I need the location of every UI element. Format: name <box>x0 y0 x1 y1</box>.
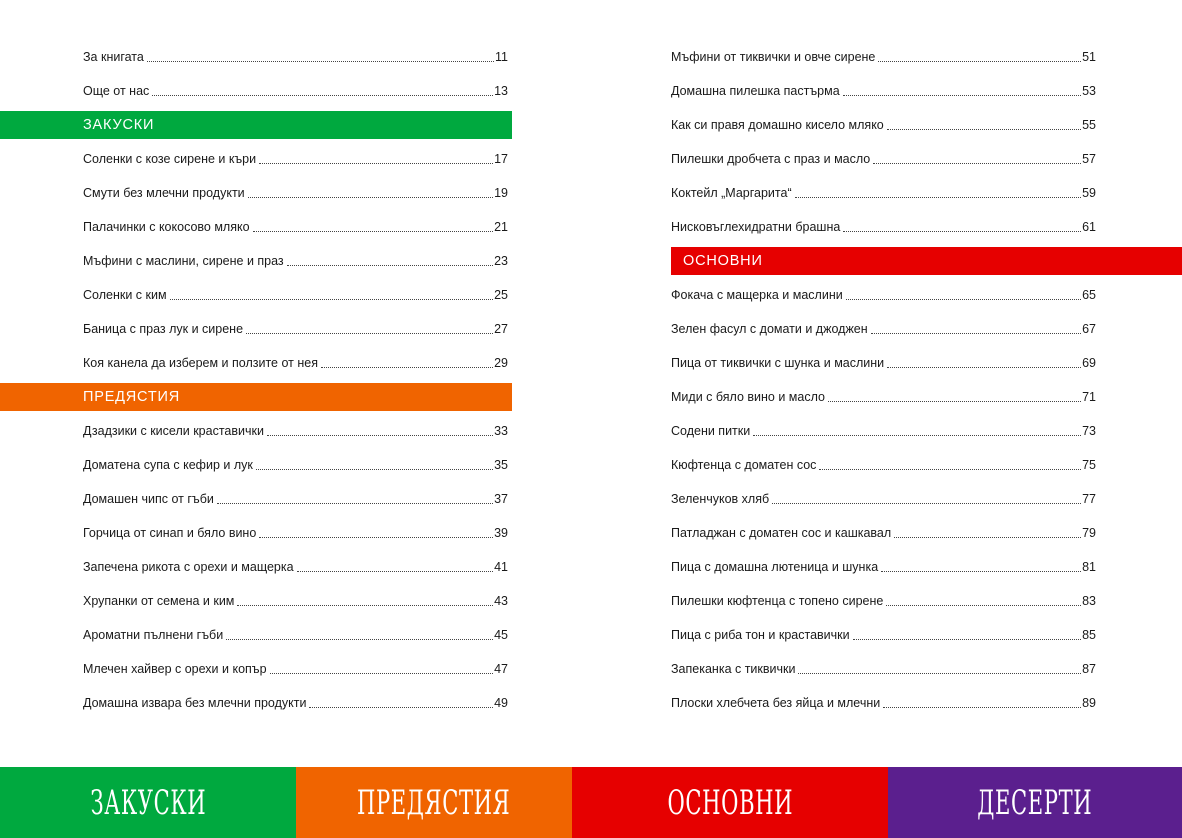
toc-entry-page-number: 87 <box>1082 662 1096 676</box>
dot-leader <box>871 332 1081 334</box>
dot-leader <box>881 570 1081 572</box>
toc-entry[interactable] <box>671 482 1096 516</box>
toc-entry-page-number: 59 <box>1082 186 1096 200</box>
dot-leader <box>843 94 1081 96</box>
toc-entry-page-number: 75 <box>1082 458 1096 472</box>
toc-entry-title: Запеканка с тиквички <box>671 662 796 676</box>
toc-entry-page-number: 27 <box>494 322 508 336</box>
dot-leader <box>217 502 493 504</box>
toc-entry[interactable] <box>83 448 508 482</box>
toc-entry-title: Плоски хлебчета без яйца и млечни <box>671 696 881 710</box>
toc-entry-title: Пица с риба тон и краставички <box>671 628 850 642</box>
toc-entry-title: Баница с праз лук и сирене <box>83 322 244 336</box>
footer-tab-predyastiya[interactable] <box>296 767 572 838</box>
toc-entry-page-number: 55 <box>1082 118 1096 132</box>
toc-entry[interactable] <box>671 40 1096 74</box>
toc-entry-title: Пилешки кюфтенца с топено сирене <box>671 594 884 608</box>
toc-entry[interactable] <box>83 176 508 210</box>
dot-leader <box>828 400 1081 402</box>
toc-entry-title: Мъфини от тиквички и овче сирене <box>671 50 876 64</box>
toc-entry-title: Зеленчуков хляб <box>671 492 770 506</box>
toc-entry-page-number: 43 <box>494 594 508 608</box>
toc-entry-title: Соленки с ким <box>83 288 167 302</box>
toc-entry[interactable] <box>671 448 1096 482</box>
toc-entry[interactable] <box>83 142 508 176</box>
footer-tab-label: ПРЕДЯСТИЯ <box>357 782 511 823</box>
section-heading-bar <box>0 111 512 139</box>
dot-leader <box>248 196 493 198</box>
toc-entry-title: Содени питки <box>671 424 751 438</box>
toc-entry[interactable] <box>83 686 508 720</box>
footer-tab-deserti[interactable] <box>888 767 1182 838</box>
footer-tab-osnovni[interactable] <box>572 767 888 838</box>
toc-entry-page-number: 81 <box>1082 560 1096 574</box>
section-heading-label: ОСНОВНИ <box>683 253 763 269</box>
dot-leader <box>753 434 1081 436</box>
toc-entry[interactable] <box>671 380 1096 414</box>
toc-entry-page-number: 73 <box>1082 424 1096 438</box>
toc-entry-title: Палачинки с кокосово мляко <box>83 220 250 234</box>
dot-leader <box>246 332 493 334</box>
toc-entry-page-number: 21 <box>494 220 508 234</box>
footer-tab-zakuski[interactable] <box>0 767 296 838</box>
toc-entry-page-number: 39 <box>494 526 508 540</box>
toc-entry-title: Пилешки дробчета с праз и масло <box>671 152 871 166</box>
toc-left-column <box>83 40 508 720</box>
toc-entry-page-number: 77 <box>1082 492 1096 506</box>
footer-tab-label: ЗАКУСКИ <box>90 782 206 823</box>
dot-leader <box>259 536 493 538</box>
toc-entry[interactable] <box>671 516 1096 550</box>
toc-entry-page-number: 49 <box>494 696 508 710</box>
dot-leader <box>887 128 1081 130</box>
toc-entry-title: Патладжан с доматен сос и кашкавал <box>671 526 892 540</box>
toc-entry[interactable] <box>671 686 1096 720</box>
toc-entry[interactable] <box>671 74 1096 108</box>
toc-entry-title: Пица от тиквички с шунка и маслини <box>671 356 885 370</box>
toc-entry-page-number: 11 <box>495 50 508 64</box>
toc-entry[interactable] <box>83 584 508 618</box>
toc-entry-page-number: 67 <box>1082 322 1096 336</box>
dot-leader <box>886 604 1081 606</box>
toc-entry-title: Хрупанки от семена и ким <box>83 594 235 608</box>
toc-entry-title: Млечен хайвер с орехи и копър <box>83 662 267 676</box>
toc-entry-title: Ароматни пълнени гъби <box>83 628 224 642</box>
toc-entry-page-number: 89 <box>1082 696 1096 710</box>
toc-entry[interactable] <box>83 210 508 244</box>
dot-leader <box>309 706 493 708</box>
toc-entry-title: Пица с домашна лютеница и шунка <box>671 560 879 574</box>
toc-entry[interactable] <box>671 584 1096 618</box>
toc-entry-title: Домашен чипс от гъби <box>83 492 214 506</box>
dot-leader <box>843 230 1081 232</box>
toc-entry-title: Горчица от синап и бяло вино <box>83 526 257 540</box>
dot-leader <box>887 366 1081 368</box>
dot-leader <box>798 672 1081 674</box>
footer-tab-label: ДЕСЕРТИ <box>977 782 1093 823</box>
toc-entry-title: Миди с бяло вино и масло <box>671 390 825 404</box>
toc-entry[interactable] <box>671 550 1096 584</box>
section-heading-label: ЗАКУСКИ <box>83 117 155 133</box>
toc-entry[interactable] <box>83 652 508 686</box>
section-heading-bar <box>0 383 512 411</box>
dot-leader <box>321 366 493 368</box>
toc-entry-page-number: 85 <box>1082 628 1096 642</box>
toc-entry-title: За книгата <box>83 50 144 64</box>
toc-entry-page-number: 79 <box>1082 526 1096 540</box>
dot-leader <box>259 162 493 164</box>
section-heading-label: ПРЕДЯСТИЯ <box>83 389 180 405</box>
toc-entry[interactable] <box>83 244 508 278</box>
toc-entry-title: Запечена рикота с орехи и мащерка <box>83 560 294 574</box>
dot-leader <box>894 536 1081 538</box>
toc-entry-page-number: 69 <box>1082 356 1096 370</box>
footer-tab-label: ОСНОВНИ <box>667 782 793 823</box>
toc-entry[interactable] <box>671 108 1096 142</box>
toc-entry-page-number: 83 <box>1082 594 1096 608</box>
dot-leader <box>226 638 493 640</box>
section-heading <box>671 247 1096 275</box>
toc-entry-page-number: 29 <box>494 356 508 370</box>
toc-entry[interactable] <box>671 652 1096 686</box>
toc-entry[interactable] <box>83 414 508 448</box>
dot-leader <box>878 60 1081 62</box>
toc-entry-page-number: 35 <box>494 458 508 472</box>
toc-entry-title: Домашна извара без млечни продукти <box>83 696 307 710</box>
dot-leader <box>795 196 1081 198</box>
dot-leader <box>170 298 494 300</box>
toc-entry[interactable] <box>83 312 508 346</box>
dot-leader <box>287 264 493 266</box>
toc-entry-title: Мъфини с маслини, сирене и праз <box>83 254 284 268</box>
toc-entry-title: Дзадзики с кисели краставички <box>83 424 264 438</box>
dot-leader <box>253 230 494 232</box>
toc-entry[interactable] <box>83 74 508 108</box>
dot-leader <box>270 672 494 674</box>
dot-leader <box>152 94 493 96</box>
toc-entry-page-number: 51 <box>1082 50 1096 64</box>
toc-entry[interactable] <box>83 516 508 550</box>
toc-entry-title: Коктейл „Маргарита“ <box>671 186 792 200</box>
toc-entry[interactable] <box>671 142 1096 176</box>
section-heading <box>83 383 508 411</box>
toc-entry-page-number: 25 <box>494 288 508 302</box>
toc-entry[interactable] <box>671 618 1096 652</box>
toc-entry-page-number: 19 <box>494 186 508 200</box>
toc-entry-title: Нисковъглехидратни брашна <box>671 220 841 234</box>
toc-entry[interactable] <box>671 346 1096 380</box>
toc-entry-page-number: 53 <box>1082 84 1096 98</box>
toc-entry[interactable] <box>671 176 1096 210</box>
toc-entry-title: Как си правя домашно кисело мляко <box>671 118 884 132</box>
toc-entry[interactable] <box>83 40 508 74</box>
dot-leader <box>873 162 1081 164</box>
toc-entry-page-number: 61 <box>1082 220 1096 234</box>
toc-entry-title: Соленки с козе сирене и къри <box>83 152 257 166</box>
toc-entry-page-number: 33 <box>494 424 508 438</box>
toc-entry-page-number: 17 <box>494 152 508 166</box>
dot-leader <box>883 706 1081 708</box>
toc-entry[interactable] <box>83 278 508 312</box>
toc-entry-title: Още от нас <box>83 84 150 98</box>
toc-entry-page-number: 23 <box>494 254 508 268</box>
toc-entry[interactable] <box>671 278 1096 312</box>
toc-entry[interactable] <box>671 210 1096 244</box>
toc-entry[interactable] <box>671 312 1096 346</box>
dot-leader <box>772 502 1081 504</box>
toc-entry-title: Смути без млечни продукти <box>83 186 245 200</box>
toc-entry-page-number: 45 <box>494 628 508 642</box>
toc-entry-title: Доматена супа с кефир и лук <box>83 458 253 472</box>
dot-leader <box>256 468 493 470</box>
dot-leader <box>297 570 494 572</box>
section-tabs-footer <box>0 767 1182 838</box>
toc-entry[interactable] <box>83 550 508 584</box>
toc-entry-page-number: 47 <box>494 662 508 676</box>
toc-entry-title: Коя канела да изберем и ползите от нея <box>83 356 318 370</box>
toc-entry[interactable] <box>83 618 508 652</box>
dot-leader <box>147 60 494 62</box>
toc-entry-title: Зелен фасул с домати и джоджен <box>671 322 868 336</box>
toc-entry-title: Домашна пилешка пастърма <box>671 84 840 98</box>
dot-leader <box>846 298 1081 300</box>
dot-leader <box>237 604 493 606</box>
toc-right-column <box>671 40 1096 720</box>
toc-entry-page-number: 37 <box>494 492 508 506</box>
toc-entry-page-number: 71 <box>1082 390 1096 404</box>
dot-leader <box>853 638 1081 640</box>
toc-entry[interactable] <box>83 482 508 516</box>
dot-leader <box>819 468 1081 470</box>
toc-entry-page-number: 13 <box>494 84 508 98</box>
section-heading <box>83 111 508 139</box>
toc-entry-page-number: 41 <box>494 560 508 574</box>
dot-leader <box>267 434 493 436</box>
toc-entry-title: Кюфтенца с доматен сос <box>671 458 817 472</box>
toc-entry[interactable] <box>83 346 508 380</box>
toc-entry-page-number: 65 <box>1082 288 1096 302</box>
toc-entry-page-number: 57 <box>1082 152 1096 166</box>
toc-entry-title: Фокача с мащерка и маслини <box>671 288 843 302</box>
toc-entry[interactable] <box>671 414 1096 448</box>
